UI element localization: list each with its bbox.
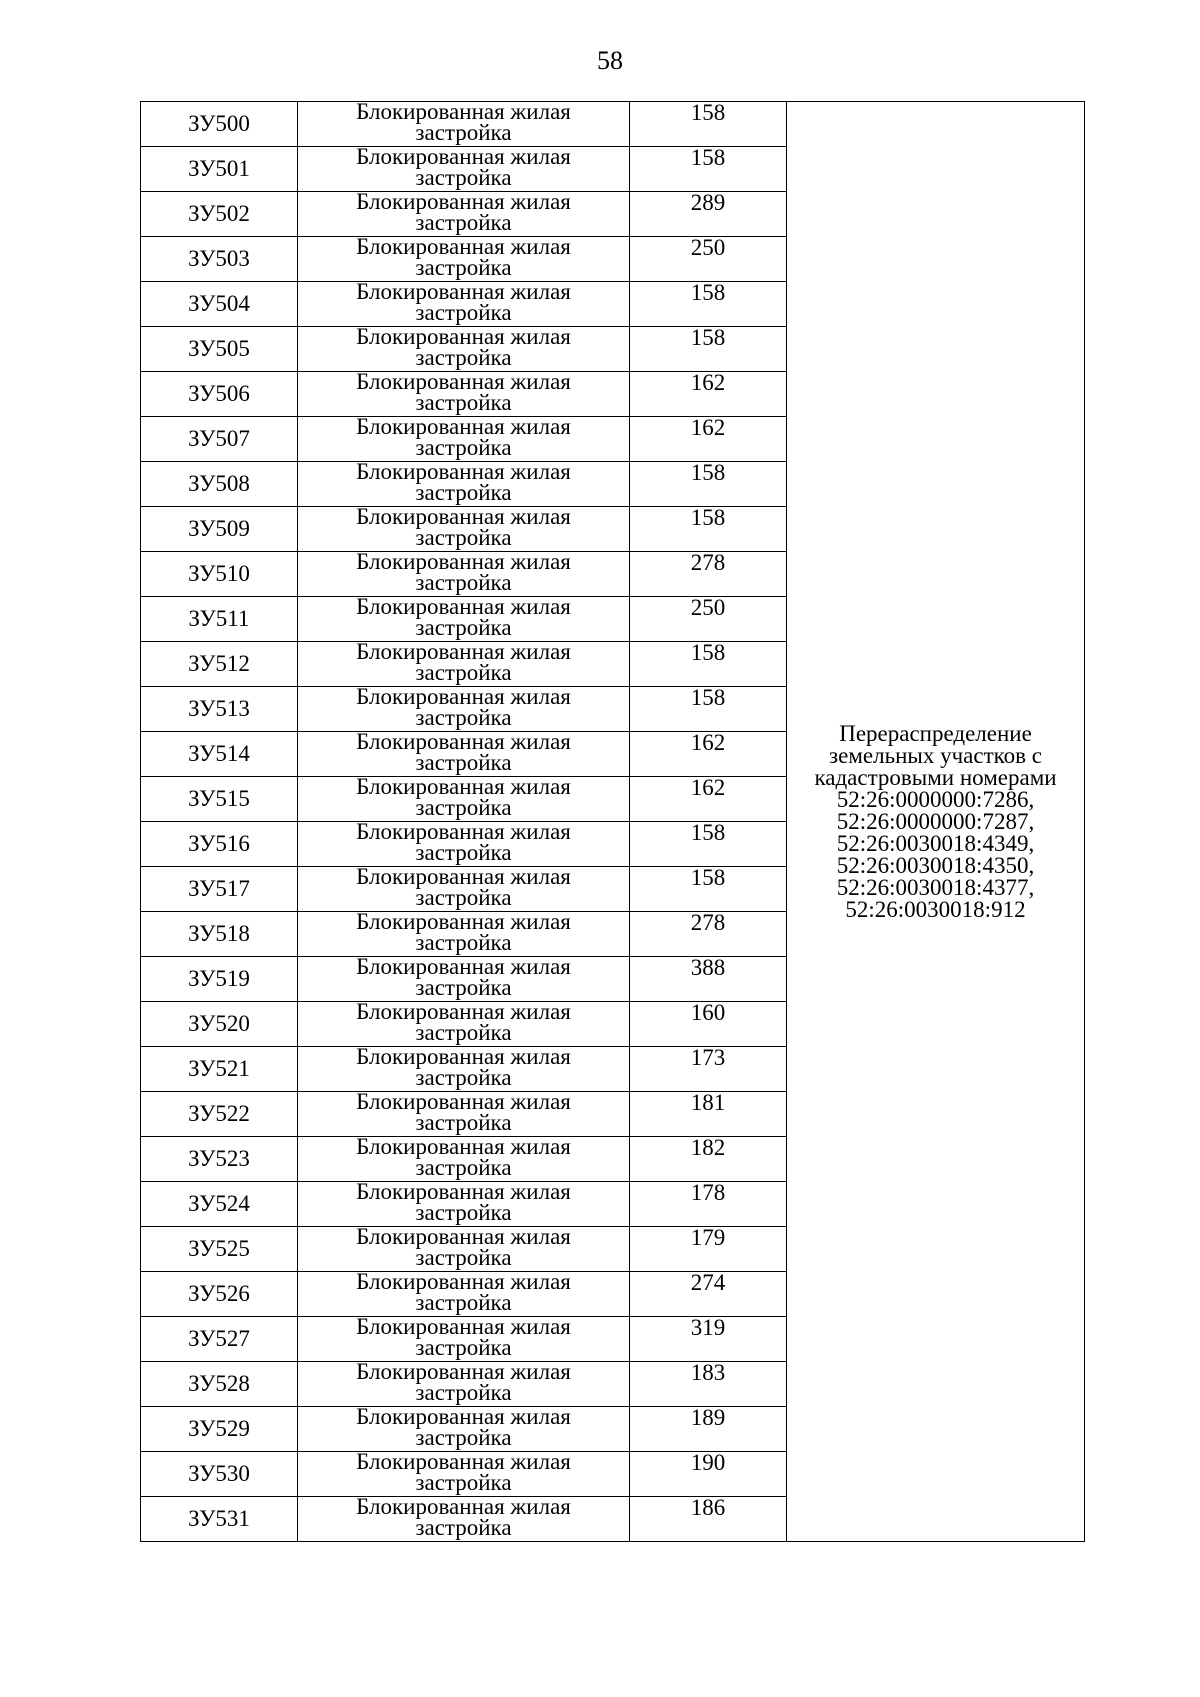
land-use-line-2: застройка bbox=[415, 255, 512, 280]
land-use-cell bbox=[298, 729, 630, 777]
land-use-cell bbox=[298, 1494, 630, 1542]
plot-id-cell: ЗУ506 bbox=[141, 372, 298, 417]
land-use-line-1: Блокированная жилая bbox=[356, 909, 571, 934]
plot-id-cell: ЗУ530 bbox=[141, 1452, 298, 1497]
plot-id-cell: ЗУ504 bbox=[141, 282, 298, 327]
note-line: 52:26:0000000:7286, bbox=[836, 786, 1035, 812]
land-use-line-2: застройка bbox=[415, 840, 512, 865]
plot-id-cell: ЗУ517 bbox=[141, 867, 298, 912]
plot-id-cell: ЗУ513 bbox=[141, 687, 298, 732]
area-cell: 162 bbox=[630, 732, 787, 777]
plot-id-cell: ЗУ519 bbox=[141, 957, 298, 1002]
land-use-line-1: Блокированная жилая bbox=[356, 414, 571, 439]
land-use-line-1: Блокированная жилая bbox=[356, 144, 571, 169]
area-cell: 162 bbox=[630, 372, 787, 417]
land-use-cell bbox=[298, 684, 630, 732]
land-use-cell bbox=[298, 144, 630, 192]
area-cell: 158 bbox=[630, 867, 787, 912]
area-cell: 181 bbox=[630, 1092, 787, 1137]
plot-id-cell: ЗУ526 bbox=[141, 1272, 298, 1317]
redistribution-note-cell bbox=[787, 102, 1085, 1542]
area-cell: 250 bbox=[630, 237, 787, 282]
land-use-line-1: Блокированная жилая bbox=[356, 1314, 571, 1339]
land-use-cell bbox=[298, 1404, 630, 1452]
land-use-line-1: Блокированная жилая bbox=[356, 729, 571, 754]
plot-id-cell: ЗУ508 bbox=[141, 462, 298, 507]
land-use-line-2: застройка bbox=[415, 1515, 512, 1540]
land-use-line-1: Блокированная жилая bbox=[356, 999, 571, 1024]
area-cell: 274 bbox=[630, 1272, 787, 1317]
land-use-line-1: Блокированная жилая bbox=[356, 1089, 571, 1114]
land-use-line-1: Блокированная жилая bbox=[356, 864, 571, 889]
land-use-line-1: Блокированная жилая bbox=[356, 1044, 571, 1069]
area-cell: 183 bbox=[630, 1362, 787, 1407]
area-cell: 388 bbox=[630, 957, 787, 1002]
land-use-cell bbox=[298, 459, 630, 507]
area-cell: 158 bbox=[630, 507, 787, 552]
land-use-line-1: Блокированная жилая bbox=[356, 459, 571, 484]
note-line: 52:26:0030018:4377, bbox=[836, 874, 1035, 900]
land-use-line-2: застройка bbox=[415, 1155, 512, 1180]
plot-id-cell: ЗУ503 bbox=[141, 237, 298, 282]
land-use-line-1: Блокированная жилая bbox=[356, 1179, 571, 1204]
plot-id-cell: ЗУ516 bbox=[141, 822, 298, 867]
land-use-cell bbox=[298, 324, 630, 372]
land-use-line-2: застройка bbox=[415, 570, 512, 595]
land-use-line-2: застройка bbox=[415, 1020, 512, 1045]
land-use-line-1: Блокированная жилая bbox=[356, 234, 571, 259]
land-use-cell bbox=[298, 999, 630, 1047]
land-use-cell bbox=[298, 234, 630, 282]
plot-id-cell: ЗУ518 bbox=[141, 912, 298, 957]
area-cell: 189 bbox=[630, 1407, 787, 1452]
land-use-line-1: Блокированная жилая bbox=[356, 99, 571, 124]
land-use-cell bbox=[298, 1179, 630, 1227]
land-use-line-1: Блокированная жилая bbox=[356, 819, 571, 844]
land-use-line-1: Блокированная жилая bbox=[356, 639, 571, 664]
land-use-line-2: застройка bbox=[415, 435, 512, 460]
land-use-line-2: застройка bbox=[415, 525, 512, 550]
plot-id-cell: ЗУ531 bbox=[141, 1497, 298, 1542]
area-cell: 182 bbox=[630, 1137, 787, 1182]
land-use-cell bbox=[298, 1359, 630, 1407]
land-use-line-2: застройка bbox=[415, 1470, 512, 1495]
land-use-line-2: застройка bbox=[415, 660, 512, 685]
page-number: 58 bbox=[597, 46, 623, 75]
land-use-cell bbox=[298, 549, 630, 597]
land-use-cell bbox=[298, 1314, 630, 1362]
land-use-cell bbox=[298, 189, 630, 237]
land-use-cell bbox=[298, 1134, 630, 1182]
land-use-line-1: Блокированная жилая bbox=[356, 369, 571, 394]
land-plots-table bbox=[140, 101, 1085, 1542]
plot-id-cell: ЗУ524 bbox=[141, 1182, 298, 1227]
plot-id-cell: ЗУ527 bbox=[141, 1317, 298, 1362]
land-use-line-2: застройка bbox=[415, 165, 512, 190]
land-use-line-2: застройка bbox=[415, 975, 512, 1000]
land-use-line-1: Блокированная жилая bbox=[356, 324, 571, 349]
land-use-cell bbox=[298, 864, 630, 912]
land-use-cell bbox=[298, 594, 630, 642]
land-use-line-2: застройка bbox=[415, 705, 512, 730]
plot-id-cell: ЗУ500 bbox=[141, 102, 298, 147]
note-line: 52:26:0030018:4350, bbox=[836, 852, 1035, 878]
area-cell: 158 bbox=[630, 822, 787, 867]
land-use-line-2: застройка bbox=[415, 1335, 512, 1360]
land-use-cell bbox=[298, 414, 630, 462]
note-line: Перераспределение bbox=[839, 720, 1032, 746]
area-cell: 278 bbox=[630, 552, 787, 597]
land-use-line-1: Блокированная жилая bbox=[356, 1404, 571, 1429]
area-cell: 158 bbox=[630, 102, 787, 147]
area-cell: 158 bbox=[630, 327, 787, 372]
plot-id-cell: ЗУ515 bbox=[141, 777, 298, 822]
plot-id-cell: ЗУ505 bbox=[141, 327, 298, 372]
land-use-line-1: Блокированная жилая bbox=[356, 549, 571, 574]
plot-id-cell: ЗУ501 bbox=[141, 147, 298, 192]
area-cell: 178 bbox=[630, 1182, 787, 1227]
land-use-line-1: Блокированная жилая bbox=[356, 279, 571, 304]
note-line: земельных участков с bbox=[829, 742, 1042, 768]
area-cell: 158 bbox=[630, 462, 787, 507]
land-use-line-2: застройка bbox=[415, 1425, 512, 1450]
land-use-line-1: Блокированная жилая bbox=[356, 1359, 571, 1384]
area-cell: 158 bbox=[630, 282, 787, 327]
plot-id-cell: ЗУ511 bbox=[141, 597, 298, 642]
area-cell: 278 bbox=[630, 912, 787, 957]
land-use-cell bbox=[298, 504, 630, 552]
area-cell: 190 bbox=[630, 1452, 787, 1497]
land-use-line-2: застройка bbox=[415, 885, 512, 910]
plot-id-cell: ЗУ510 bbox=[141, 552, 298, 597]
plot-id-cell: ЗУ509 bbox=[141, 507, 298, 552]
land-use-cell bbox=[298, 774, 630, 822]
land-use-line-1: Блокированная жилая bbox=[356, 1494, 571, 1519]
area-cell: 158 bbox=[630, 147, 787, 192]
land-use-cell bbox=[298, 954, 630, 1002]
note-line: кадастровыми номерами bbox=[814, 764, 1057, 790]
land-use-line-2: застройка bbox=[415, 1245, 512, 1270]
land-use-line-2: застройка bbox=[415, 300, 512, 325]
land-use-line-1: Блокированная жилая bbox=[356, 1269, 571, 1294]
area-cell: 162 bbox=[630, 777, 787, 822]
land-use-line-1: Блокированная жилая bbox=[356, 189, 571, 214]
area-cell: 250 bbox=[630, 597, 787, 642]
land-use-line-1: Блокированная жилая bbox=[356, 684, 571, 709]
land-use-line-1: Блокированная жилая bbox=[356, 594, 571, 619]
plot-id-cell: ЗУ525 bbox=[141, 1227, 298, 1272]
land-use-cell bbox=[298, 1449, 630, 1497]
land-use-line-2: застройка bbox=[415, 210, 512, 235]
land-use-line-2: застройка bbox=[415, 615, 512, 640]
land-use-line-1: Блокированная жилая bbox=[356, 1134, 571, 1159]
land-use-line-1: Блокированная жилая bbox=[356, 954, 571, 979]
land-use-line-2: застройка bbox=[415, 1290, 512, 1315]
area-cell: 173 bbox=[630, 1047, 787, 1092]
note-line: 52:26:0000000:7287, bbox=[836, 808, 1035, 834]
plot-id-cell: ЗУ522 bbox=[141, 1092, 298, 1137]
plot-id-cell: ЗУ512 bbox=[141, 642, 298, 687]
land-use-line-2: застройка bbox=[415, 120, 512, 145]
plot-id-cell: ЗУ514 bbox=[141, 732, 298, 777]
plot-id-cell: ЗУ520 bbox=[141, 1002, 298, 1047]
plot-id-cell: ЗУ507 bbox=[141, 417, 298, 462]
note-line: 52:26:0030018:912 bbox=[845, 896, 1026, 922]
land-use-cell bbox=[298, 369, 630, 417]
land-use-cell bbox=[298, 99, 630, 147]
land-use-cell bbox=[298, 1269, 630, 1317]
land-use-line-2: застройка bbox=[415, 1380, 512, 1405]
land-use-line-2: застройка bbox=[415, 795, 512, 820]
area-cell: 319 bbox=[630, 1317, 787, 1362]
land-use-line-1: Блокированная жилая bbox=[356, 774, 571, 799]
plot-id-cell: ЗУ528 bbox=[141, 1362, 298, 1407]
land-use-line-2: застройка bbox=[415, 480, 512, 505]
area-cell: 289 bbox=[630, 192, 787, 237]
land-use-line-2: застройка bbox=[415, 750, 512, 775]
land-use-line-1: Блокированная жилая bbox=[356, 1224, 571, 1249]
land-use-line-1: Блокированная жилая bbox=[356, 1449, 571, 1474]
area-cell: 160 bbox=[630, 1002, 787, 1047]
land-use-line-2: застройка bbox=[415, 390, 512, 415]
land-use-line-2: застройка bbox=[415, 1065, 512, 1090]
area-cell: 158 bbox=[630, 687, 787, 732]
plot-id-cell: ЗУ521 bbox=[141, 1047, 298, 1092]
land-use-cell bbox=[298, 1044, 630, 1092]
land-use-cell bbox=[298, 1224, 630, 1272]
area-cell: 162 bbox=[630, 417, 787, 462]
land-use-cell bbox=[298, 279, 630, 327]
area-cell: 186 bbox=[630, 1497, 787, 1542]
note-line: 52:26:0030018:4349, bbox=[836, 830, 1035, 856]
land-use-cell bbox=[298, 819, 630, 867]
land-use-line-1: Блокированная жилая bbox=[356, 504, 571, 529]
land-use-cell bbox=[298, 639, 630, 687]
land-use-line-2: застройка bbox=[415, 930, 512, 955]
plot-id-cell: ЗУ529 bbox=[141, 1407, 298, 1452]
land-use-line-2: застройка bbox=[415, 1110, 512, 1135]
land-use-line-2: застройка bbox=[415, 345, 512, 370]
area-cell: 158 bbox=[630, 642, 787, 687]
plot-id-cell: ЗУ523 bbox=[141, 1137, 298, 1182]
table-body bbox=[141, 99, 1085, 1542]
table-row bbox=[141, 102, 1085, 147]
land-use-cell bbox=[298, 1089, 630, 1137]
area-cell: 179 bbox=[630, 1227, 787, 1272]
land-use-cell bbox=[298, 909, 630, 957]
plot-id-cell: ЗУ502 bbox=[141, 192, 298, 237]
land-use-line-2: застройка bbox=[415, 1200, 512, 1225]
